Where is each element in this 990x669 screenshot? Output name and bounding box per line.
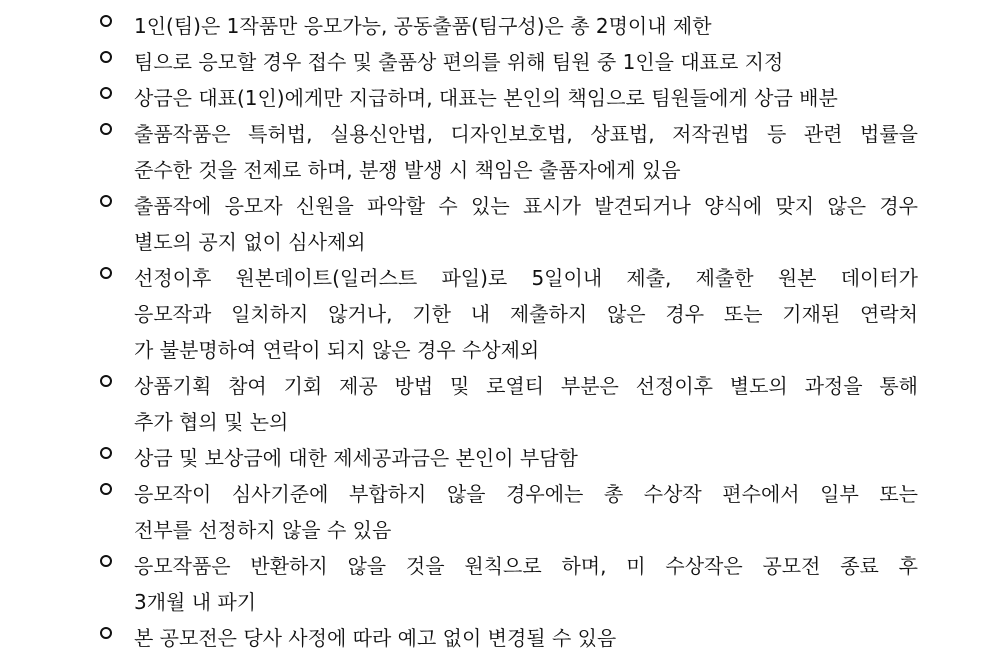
hollow-circle-bullet-icon [100, 375, 112, 387]
hollow-circle-bullet-icon [100, 51, 112, 63]
rule-item [100, 260, 918, 368]
rule-line: 응모작품은 반환하지 않을 것을 원칙으로 하며, 미 수상작은 공모전 종료 후 [134, 554, 918, 578]
rule-item [100, 476, 918, 548]
rule-item [100, 368, 918, 440]
rule-line: 전부를 선정하지 않을 수 있음 [134, 518, 392, 542]
rule-line: 응모작과 일치하지 않거나, 기한 내 제출하지 않은 경우 또는 기재된 연락처 [134, 302, 918, 326]
rule-item [100, 440, 918, 476]
rule-line: 준수한 것을 전제로 하며, 분쟁 발생 시 책임은 출품자에게 있음 [134, 158, 681, 182]
hollow-circle-bullet-icon [100, 267, 112, 279]
rule-line: 응모작이 심사기준에 부합하지 않을 경우에는 총 수상작 편수에서 일부 또는 [134, 482, 918, 506]
hollow-circle-bullet-icon [100, 87, 112, 99]
rule-line: 1인(팀)은 1작품만 응모가능, 공동출품(팀구성)은 총 2명이내 제한 [134, 14, 712, 38]
rule-line: 상금은 대표(1인)에게만 지급하며, 대표는 본인의 책임으로 팀원들에게 상금 배분 [134, 86, 838, 110]
rules-list [100, 8, 918, 656]
hollow-circle-bullet-icon [100, 15, 112, 27]
rule-item [100, 620, 918, 656]
rule-line: 상품기획 참여 기회 제공 방법 및 로열티 부분은 선정이후 별도의 과정을 통해 [134, 374, 918, 398]
hollow-circle-bullet-icon [100, 195, 112, 207]
hollow-circle-bullet-icon [100, 447, 112, 459]
rule-item [100, 116, 918, 188]
rule-line: 3개월 내 파기 [134, 590, 257, 614]
rule-line: 팀으로 응모할 경우 접수 및 출품상 편의를 위해 팀원 중 1인을 대표로 지정 [134, 50, 784, 74]
hollow-circle-bullet-icon [100, 123, 112, 135]
rule-item [100, 44, 918, 80]
rule-line: 추가 협의 및 논의 [134, 410, 289, 434]
rule-item [100, 80, 918, 116]
hollow-circle-bullet-icon [100, 555, 112, 567]
rule-line: 본 공모전은 당사 사정에 따라 예고 없이 변경될 수 있음 [134, 626, 617, 650]
hollow-circle-bullet-icon [100, 627, 112, 639]
rule-line: 가 불분명하여 연락이 되지 않은 경우 수상제외 [134, 338, 540, 362]
rule-line: 별도의 공지 없이 심사제외 [134, 230, 366, 254]
rule-line: 상금 및 보상금에 대한 제세공과금은 본인이 부담함 [134, 446, 578, 470]
rule-item [100, 188, 918, 260]
hollow-circle-bullet-icon [100, 483, 112, 495]
rule-line: 출품작에 응모자 신원을 파악할 수 있는 표시가 발견되거나 양식에 맞지 않은 경우 [134, 194, 918, 218]
rule-item [100, 8, 918, 44]
rule-line: 선정이후 원본데이트(일러스트 파일)로 5일이내 제출, 제출한 원본 데이터가 [134, 266, 918, 290]
rule-item [100, 548, 918, 620]
rule-line: 출품작품은 특허법, 실용신안법, 디자인보호법, 상표법, 저작권법 등 관련 법률을 [134, 122, 918, 146]
